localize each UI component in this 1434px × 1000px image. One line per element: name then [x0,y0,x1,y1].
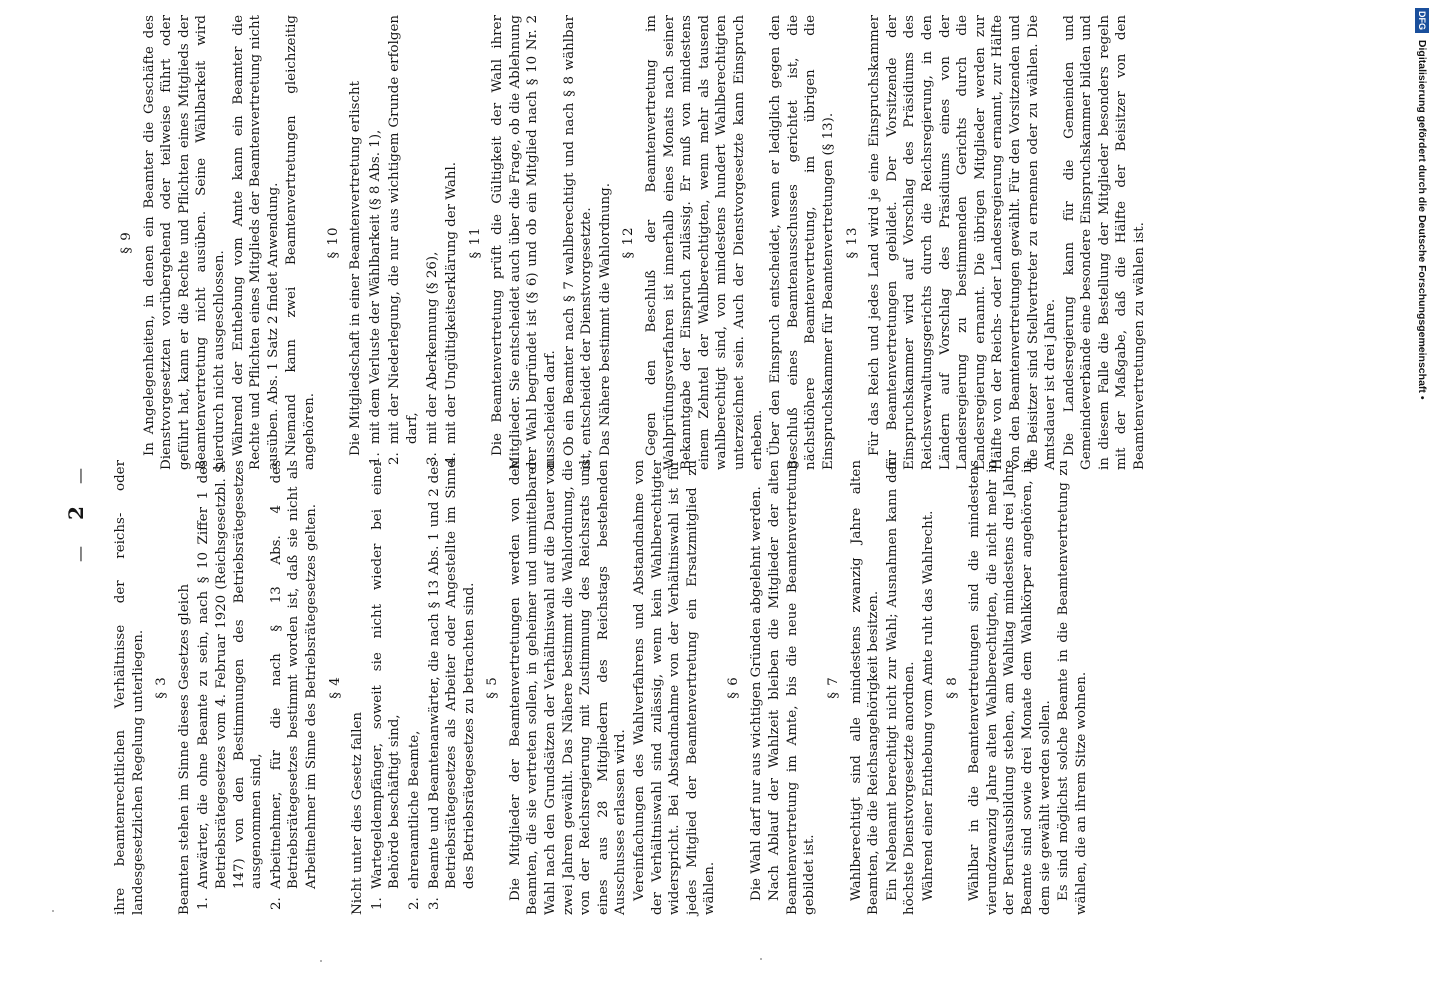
page-header [64,60,94,820]
header-dash-right: — [70,468,89,484]
credit-text: Digitalisierung gefördert durch die Deutsche Forschungsgemeinschaft • [1416,39,1428,400]
list-item: 1. mit dem Verluste der Wählbarkeit (§ 8 Abs. 1), [367,15,385,448]
section-9-paragraph: In Angelegenheiten, in denen ein Beamter die Geschäfte des Dienstvorgesetzten vorübergehend oder teilweise führt oder geführt hat, kann er die Rechte und Pflichten eines Mitglieds der Beamtenvertretung nicht ausüben. Seine Wählbarkeit wird hierdurch nicht ausgeschlossen. [141,15,227,470]
scan-speck [760,958,762,960]
section-7-paragraph: Wahlberechtigt sind alle mindestens zwanzig Jahre alten Beamten, die die Reichsangehörigkeit besitzen. [848,460,882,915]
section-heading-10: § 10 [325,226,341,259]
digitization-credit [1412,8,1434,992]
section-12-paragraph: Gegen den Beschluß der Beamtenvertretung im Wahlprüfungsverfahren ist innerhalb eines Monats nach seiner Bekanntgabe der Einspruch zulässig. Er muß von mindestens einem Zehntel der Wahlberechtigten, wenn mehr als tausend wahlberechtigt sind, von mindestens hundert Wahlberechtigten unterzeichnet sein. Auch der Dienstvorgesetzte kann Einspruch erheben. [644,15,765,470]
list-item: 4. mit der Ungültigkeitserklärung der Wahl. [443,15,461,448]
section-8-paragraph: Wählbar in die Beamtenvertretungen sind die mindestens vierundzwanzig Jahre alten Wahlberechtigten, die nicht mehr in der Berufsausbildung stehen, am Wahltag mindestens drei Jahre Beamte sind sowie drei Monate dem Wahlkörper angehören, in dem sie gewählt werden sollen. [967,460,1053,915]
list-item: 3. Beamte und Beamtenanwärter, die nach § 13 Abs. 1 und 2 des Betriebsrätegesetzes als Arbeiter oder Angestellte im Sinne des Betriebsrätegesetzes zu betrachten sind. [426,460,479,893]
section-13-paragraph: Die Landesregierung kann für die Gemeinden und Gemeindeverbände eine besondere Einspruchskammer bilden und in diesem Falle die Bestellung der Mitglieder besonders regeln mit der Maßgabe, daß die Hälfte der Beisitzer von den Beamtenvertretungen zu wählen ist. [1061,15,1148,470]
section-3-intro: Beamten stehen im Sinne dieses Gesetzes gleich [176,583,192,915]
section-9-paragraph: Während der Enthebung vom Amte kann ein Beamter die Rechte und Pflichten eines Mitglieds der Beamtenvertretung nicht ausüben. Abs. 1 Satz 2 findet Anwendung. [230,15,281,470]
section-4-list [369,460,479,915]
section-5-paragraph: Vereinfachungen des Wahlverfahrens und Abstandnahme von der Verhältniswahl sind zulässig, wenn kein Wahlberechtigter widerspricht. Bei Abstandnahme von der Verhältniswahl ist für jedes Mitglied der Beamtenvertretung ein Ersatzmitglied zu wählen. [632,460,718,915]
section-8-paragraph: Es sind möglichst solche Beamte in die Beamtenvertretung zu wählen, die an ihrem Sitze wohnen. [1056,460,1089,915]
section-9-paragraph: Niemand kann zwei Beamtenvertretungen gleichzeitig angehören. [284,15,317,470]
section-4-intro: Nicht unter dies Gesetz fallen [350,711,366,915]
section-heading-7: § 7 [825,676,841,699]
section-10-intro: Die Mitgliedschaft in einer Beamtenvertretung erlischt [348,80,364,456]
section-6-paragraph: Nach Ablauf der Wahlzeit bleiben die Mitglieder der alten Beamtenvertretung im Amte, bis die neue Beamtenvertretung gebildet ist. [767,460,818,915]
section-heading-11: § 11 [467,226,483,259]
paragraph-continuation: ihre beamtenrechtlichen Verhältnisse der reichs- oder landesgesetzlichen Regelung unterliegen. [113,460,146,915]
scan-speck [320,960,322,962]
right-text-column [112,15,1150,470]
page-number: 2 [64,506,88,520]
section-11-paragraph: Die Beamtenvertretung prüft die Gültigkeit der Wahl ihrer Mitglieder. Sie entscheidet auch über die Frage, ob die Ablehnung der Wahl begründet ist (§ 6) und ob ein Mitglied nach § 10 Nr. 2 ausscheiden darf. [490,15,559,470]
section-7-paragraph: Ein Nebenamt berechtigt nicht zur Wahl; Ausnahmen kann der höchste Dienstvorgesetzte anordnen. [884,460,918,915]
list-item: 1. Anwärter, die ohne Beamte zu sein, nach § 10 Ziffer 1 des Betriebsrätegesetzes vom 4. Februar 1920 (Reichsgesetzbl. S. 147) von den Bestimmungen des Betriebsrätegesetzes ausgenommen sind, [195,460,265,893]
section-heading-12: § 12 [621,226,637,259]
section-heading-6: § 6 [726,676,741,699]
section-11-paragraph: Das Nähere bestimmt die Wahlordnung. [597,182,613,456]
list-item: 2. ehrenamtliche Beamte, [406,460,424,893]
section-heading-4: § 4 [327,676,343,699]
scan-speck [52,910,54,912]
section-3-list [195,460,320,915]
list-item: 2. mit der Niederlegung, die nur aus wichtigem Grunde erfolgen darf, [386,15,421,448]
section-heading-5: § 5 [485,676,501,699]
section-13-paragraph: Für das Reich und jedes Land wird je eine Einspruchskammer für Beamtenvertretungen gebildet. Der Vorsitzende der Einspruchskammer wird auf Vorschlag des Präsidiums des Reichsverwaltungsgerichts durch die Reichsregierung, in den Ländern auf Vorschlag des Präsidiums eines von der Landesregierung zu bestimmenden Gerichts durch die Landesregierung ernannt. Die übrigen Mitglieder werden zur Hälfte von der Reichs- oder Landesregierung ernannt, zur Hälfte von den Beamtenvertretungen gewählt. Für den Vorsitzenden und die Beisitzer sind Stellvertreter zu ernennen oder zu wählen. Die Amtsdauer ist drei Jahre. [867,15,1059,470]
section-10-list [367,15,461,470]
section-heading-3: § 3 [154,676,170,699]
dfg-logo: DFG [1415,8,1429,33]
section-heading-13: § 13 [844,226,860,259]
list-item: 3. mit der Aberkennung (§ 26), [424,15,442,448]
list-item: 1. Wartegeldempfänger, soweit sie nicht wieder bei einer Behörde beschäftigt sind, [369,460,404,893]
list-item: 2. Arbeitnehmer, für die nach § 13 Abs. 4 des Betriebsrätegesetzes bestimmt worden ist, daß sie nicht als Arbeitnehmer im Sinne des Betriebsrätegesetzes gelten. [268,460,321,893]
section-5-paragraph: Die Mitglieder der Beamtenvertretungen werden von den Beamten, die sie vertreten sollen, in geheimer und unmittelbarer Wahl nach den Grundsätzen der Verhältniswahl auf die Dauer von zwei Jahren gewählt. Das Nähere bestimmt die Wahlordnung, die von der Reichsregierung mit Zustimmung des Reichsrats und eines aus 28 Mitgliedern des Reichstags bestehenden Ausschusses erlassen wird. [507,460,629,915]
section-7-paragraph: Während einer Enthebung vom Amte ruht das Wahlrecht. [920,510,936,901]
section-12-paragraph: Über den Einspruch entscheidet, wenn er lediglich gegen den Beschluß eines Beamtenausschusses gerichtet ist, die nächsthöhere Beamtenvertretung, im übrigen die Einspruchskammer für Beamtenvertretungen (§ 13). [768,15,836,470]
section-heading-8: § 8 [944,676,960,699]
section-heading-9: § 9 [119,231,134,254]
section-6-paragraph: Die Wahl darf nur aus wichtigen Gründen abgelehnt werden. [748,486,764,901]
section-11-paragraph: Ob ein Beamter nach § 7 wahlberechtigt und nach § 8 wählbar ist, entscheidet der Dienstvorgesetzte. [561,15,595,470]
header-dash-left: — [70,546,89,562]
left-text-column [112,460,1091,915]
